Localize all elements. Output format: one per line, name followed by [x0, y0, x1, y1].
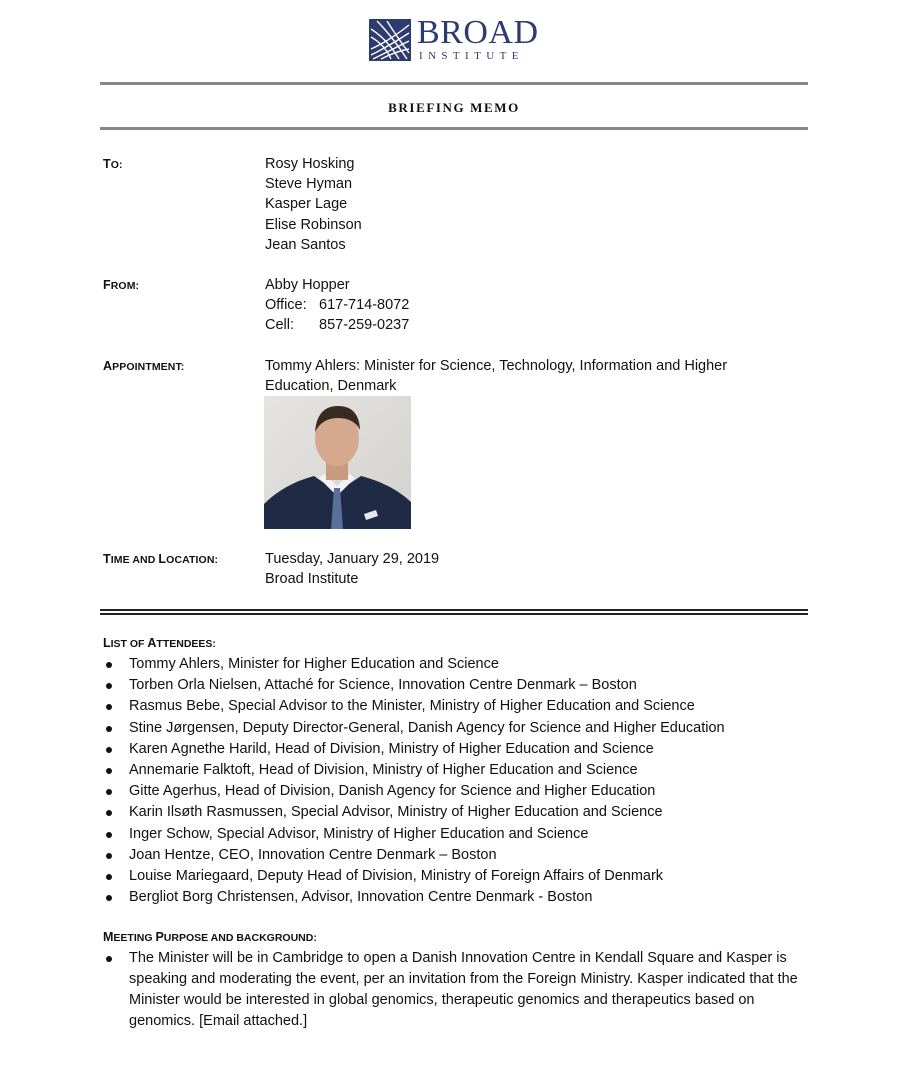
time-location-label: TIME AND LOCATION: [103, 552, 219, 566]
minister-portrait [264, 396, 411, 529]
list-item: Karen Agnethe Harild, Head of Division, Ministry of Higher Education and Science [103, 739, 725, 760]
recipient: Kasper Lage [265, 196, 348, 213]
purpose-text: The Minister will be in Cambridge to open a Danish Innovation Centre in Kendall Square and Kasper is speaking and moderating the event, per an invitation from the Foreign Ministry. Kasper indicated that the Minister would be interested in global genomics, therapeutic genomics and therapeutics based on genomics. [Email attached.] [103, 948, 808, 1032]
from-name: Abby Hopper [265, 277, 350, 293]
list-item: Bergliot Borg Christensen, Advisor, Innovation Centre Denmark - Boston [103, 887, 725, 908]
list-item: Stine Jørgensen, Deputy Director-General, Danish Agency for Science and Higher Education [103, 718, 725, 739]
list-item: Gitte Agerhus, Head of Division, Danish Agency for Science and Higher Education [103, 781, 725, 802]
time-location-details [265, 549, 439, 589]
meeting-place: Broad Institute [265, 571, 359, 588]
list-item: Louise Mariegaard, Deputy Head of Division, Ministry of Foreign Affairs of Denmark [103, 866, 725, 887]
list-item: Annemarie Falktoft, Head of Division, Ministry of Higher Education and Science [103, 760, 725, 781]
recipient: Elise Robinson [265, 216, 362, 233]
list-item: Rasmus Bebe, Special Advisor to the Minister, Ministry of Higher Education and Science [103, 696, 725, 717]
from-label: FROM: [103, 278, 140, 292]
logo-subtitle: INSTITUTE [419, 50, 524, 62]
attendee-list [103, 654, 725, 908]
recipient: Rosy Hosking [265, 156, 355, 172]
broad-institute-logo [369, 14, 549, 63]
from-details [265, 275, 409, 336]
to-label: TO: [103, 157, 123, 171]
cell-phone: Cell: 857-259-0237 [265, 317, 410, 334]
list-item: Joan Hentze, CEO, Innovation Centre Denmark – Boston [103, 845, 725, 866]
appointment-text: Tommy Ahlers: Minister for Science, Technology, Information and Higher Education, Denmark [265, 358, 728, 395]
section-divider-top [100, 609, 808, 611]
list-item: Torben Orla Nielsen, Attaché for Science, Innovation Centre Denmark – Boston [103, 675, 725, 696]
section-divider-bottom [100, 613, 808, 615]
logo-wordmark: BROAD [417, 14, 539, 51]
list-item: Karin Ilsøth Rasmussen, Special Advisor, Ministry of Higher Education and Science [103, 802, 725, 823]
top-rule [100, 82, 808, 85]
broad-logo-mark-icon [369, 19, 411, 61]
meeting-date: Tuesday, January 29, 2019 [265, 551, 440, 567]
title-bottom-rule [100, 127, 808, 130]
list-item: Inger Schow, Special Advisor, Ministry of Higher Education and Science [103, 824, 725, 845]
recipient: Steve Hyman [265, 176, 353, 193]
recipient: Jean Santos [265, 236, 346, 253]
memo-title: BRIEFING MEMO [388, 100, 520, 115]
appointment-label: APPOINTMENT: [103, 359, 185, 373]
purpose-heading: MEETING PURPOSE AND BACKGROUND: [103, 930, 317, 944]
purpose-list [103, 948, 808, 1032]
office-phone: Office: 617-714-8072 [265, 297, 410, 314]
to-recipients [265, 154, 362, 255]
attendees-heading: LIST OF ATTENDEES: [103, 636, 216, 650]
portrait-image [264, 396, 411, 529]
list-item: Tommy Ahlers, Minister for Higher Education and Science [103, 654, 725, 675]
